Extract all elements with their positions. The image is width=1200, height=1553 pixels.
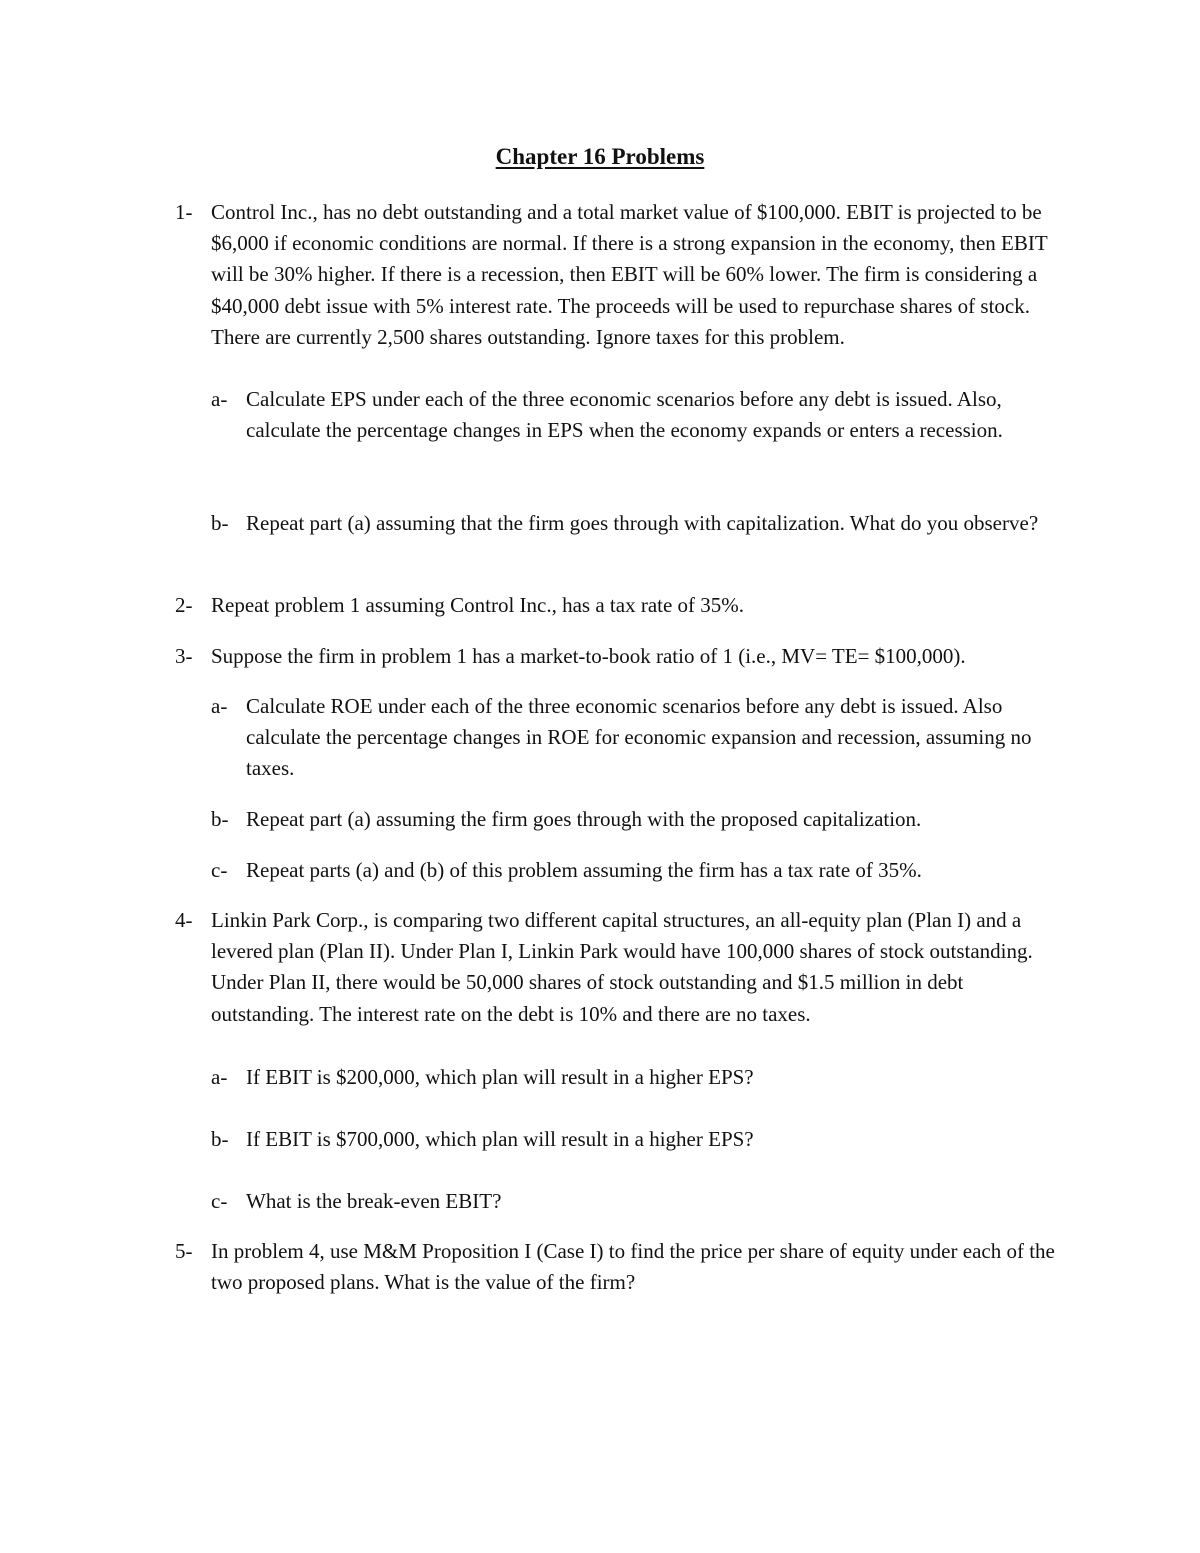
problem-number: 1- [175, 200, 193, 224]
part-label: c- [211, 858, 228, 882]
problem-number: 3- [175, 644, 193, 668]
problem-text: Suppose the firm in problem 1 has a market-to-book ratio of 1 (i.e., MV= TE= $100,000). [211, 644, 966, 668]
part-label: a- [211, 387, 228, 411]
part-text: Calculate ROE under each of the three economic scenarios before any debt is issued. Also calculate the percentage changes in ROE for economic expansion and recession, assuming no taxes. [246, 694, 1032, 781]
part-text: What is the break-even EBIT? [246, 1189, 502, 1213]
part-label: b- [211, 807, 229, 831]
part-text: Repeat part (a) assuming that the firm goes through with capitalization. What do you observe? [246, 511, 1039, 535]
problem-number: 5- [175, 1239, 193, 1263]
part-text: Repeat parts (a) and (b) of this problem assuming the firm has a tax rate of 35%. [246, 858, 922, 882]
part-label: b- [211, 1127, 229, 1151]
part-label: b- [211, 511, 229, 535]
problem-text: Repeat problem 1 assuming Control Inc., has a tax rate of 35%. [211, 593, 745, 617]
page-title: Chapter 16 Problems [495, 144, 705, 169]
part-text: Calculate EPS under each of the three economic scenarios before any debt is issued. Also, calculate the percentage changes in EPS when the economy expands or enters a recession. [246, 387, 1003, 443]
part-text: If EBIT is $700,000, which plan will result in a higher EPS? [246, 1127, 754, 1151]
part-text: Repeat part (a) assuming the firm goes through with the proposed capitalization. [246, 807, 922, 831]
problem-number: 2- [175, 593, 193, 617]
part-label: c- [211, 1189, 228, 1213]
part-text: If EBIT is $200,000, which plan will result in a higher EPS? [246, 1065, 754, 1089]
problem-text: In problem 4, use M&M Proposition I (Case I) to find the price per share of equity under each of the two proposed plans. What is the value of the firm? [211, 1239, 1055, 1295]
problem-text: Linkin Park Corp., is comparing two different capital structures, an all-equity plan (Plan I) and a levered plan (Plan II). Under Plan I, Linkin Park would have 100,000 shares of stock outstanding. Under Plan II, there would be 50,000 shares of stock outstanding and $1.5 million in debt outstanding. The interest rate on the debt is 10% and there are no taxes. [211, 908, 1033, 1026]
part-label: a- [211, 694, 228, 718]
problem-text: Control Inc., has no debt outstanding and a total market value of $100,000. EBIT is projected to be $6,000 if economic conditions are normal. If there is a strong expansion in the economy, then EBIT will be 30% higher. If there is a recession, then EBIT will be 60% lower. The firm is considering a $40,000 debt issue with 5% interest rate. The proceeds will be used to repurchase shares of stock. There are currently 2,500 shares outstanding. Ignore taxes for this problem. [211, 200, 1048, 349]
problem-number: 4- [175, 908, 193, 932]
part-label: a- [211, 1065, 228, 1089]
